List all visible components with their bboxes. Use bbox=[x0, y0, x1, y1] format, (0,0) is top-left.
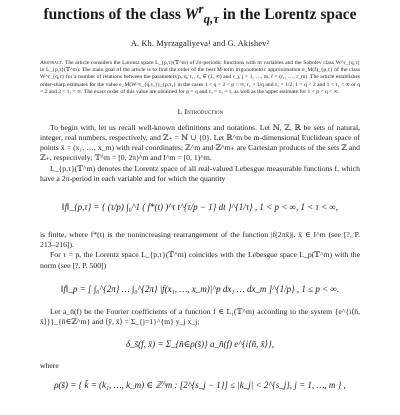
title-sub: q,τ bbox=[203, 11, 219, 27]
section-title: 1. Introduction bbox=[176, 106, 224, 116]
paragraph-1: To begin with, let us recall well-known definitions and notations. Let ℕ, ℤ, ℝ be sets of natural, integer, real numbers, respectively, and ℤ₊ = ℕ ∪ {0}. Let ℝ^m be m-dimensional Euclidean space of points x̄ = (x₁, …, x_m) with real coordinates; ℤ^m and ℤ^m₊ are Cartesian products of the sets ℤ and ℤ₊, respectively; 𝕋^m = [0, 2π)^m and I^m = [0, 1)^m. bbox=[40, 122, 360, 163]
paragraph-4: For τ = p, the Lorentz space L_{p,τ}(𝕋^m) coincides with the Lebesgue space L_p(𝕋^m) with the norm (see [?, P. 500]) bbox=[40, 250, 360, 270]
abstract bbox=[40, 60, 360, 95]
paragraph-where: where bbox=[40, 361, 59, 371]
delta-formula: δ_s̄(f, x̄) = Σ_{n̄∈ρ(s̄)} a_n̄(f) e^{i⟨n̄, x̄⟩}, bbox=[125, 339, 275, 350]
title-prefix: functions of the class bbox=[43, 6, 185, 24]
title-suffix: in the Lorentz space bbox=[219, 6, 357, 24]
lorentz-norm-formula: ‖f‖_{p,τ} = { (τ/p) ∫₀^1 ( f*(t) )^τ t^{τ/p − 1} dt }^{1/τ} , 1 < p < ∞, 1 < τ < ∞, bbox=[62, 201, 338, 212]
paragraph-2: L_{p,τ}(𝕋^m) denotes the Lorentz space of all real-valued Lebesgue measurable functions f, which have a 2π-period in each variable and for which the quantity bbox=[40, 163, 360, 183]
lebesgue-norm-formula: ‖f‖_p = [ ∫₀^{2π} … ∫₀^{2π} |f(x₁, …, x_m)|^p dx₁ … dx_m ]^{1/p} , 1 ≤ p < ∞. bbox=[60, 283, 340, 294]
title-sup: r bbox=[198, 1, 204, 16]
paper-title bbox=[40, 0, 360, 28]
formula-continuation bbox=[40, 399, 360, 415]
introduction-body bbox=[40, 123, 360, 415]
rho-formula: ρ(s̄) = { k̄ = (k₁, …, k_m) ∈ ℤ^m : [2^{s_j − 1}] ≤ |k_j| < 2^{s_j}, j = 1, …, m } , bbox=[54, 380, 346, 391]
abstract-lead: Abstract. bbox=[40, 60, 64, 67]
paragraph-3: is finite, where f*(t) is the nonincreasing rearrangement of the function |f(2πx̄)|, x̄ ∈ I^m (see [?, P. 213–216]). bbox=[40, 229, 360, 250]
abstract-text: The article considers the Lorentz space L_{p,τ}(𝕋^m) of 2π-periodic functions with m variables and the Sobolev class W^r_{q,τ} in L_{p,τ}(𝕋^m). The main goal of the article is to find the order of the best M-term trigonometric approximation e_M(f)_{p,τ} of the class W^r_{q,τ} for a number of relations between the parameters p, q, τ₁, τ₂ ∈ (1, ∞) and r_j, j = 1, …, m, r̄ = (r₁, …, r_m). The article establishes order-sharp estimates for the value e_M(W^r_{q,τ₁})_{p,τ₂} in the cases 1 < q < 2 < p < ∞, r₁ > 1/q and τ₁ = 1/2, 1 < q < 2 and 1 < τ₁ < ∞ or q = 2 and 2 < τ₁ < ∞. The exact order of this value are obtained for p = q and τ₂ = τ₁ = τ, as well as the upper estimate for 1 < p < q < ∞. bbox=[40, 60, 360, 95]
title-symbol: $W^r_{q,\tau}$ bbox=[184, 1, 219, 27]
authors-line: A. Kh. Myrzagaliyeva¹ and G. Akishev² bbox=[130, 39, 270, 49]
paragraph-5: Let a_n̄(f) be the Fourier coefficients of a function f ∈ L₁(𝕋^m) according to the system {e^{i⟨n̄, x̄⟩}}_{n̄∈ℤ^m} and ⟨ȳ, x̄⟩ = Σ_{j=1}^{m} y_j x_j; bbox=[40, 306, 360, 326]
